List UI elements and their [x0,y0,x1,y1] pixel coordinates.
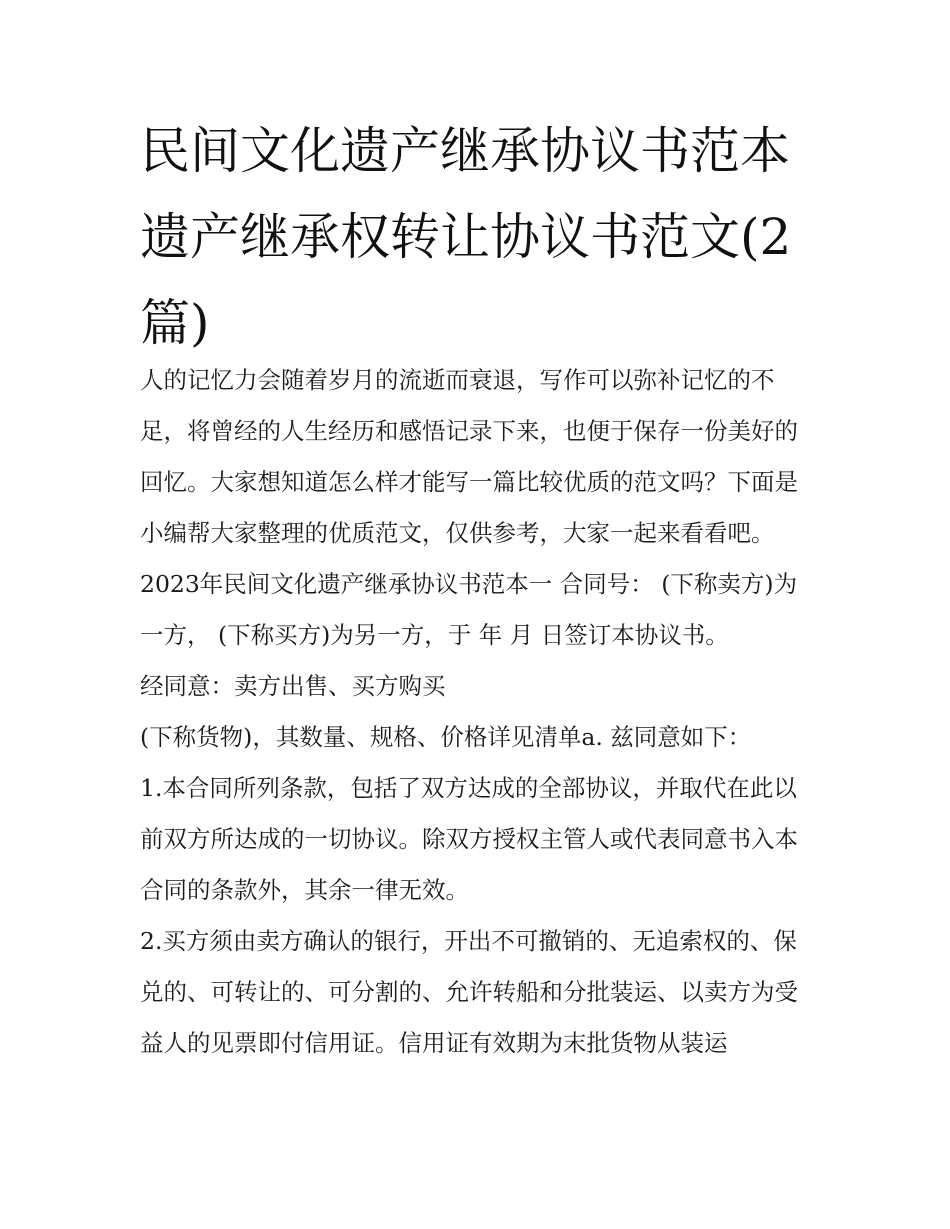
paragraph-clause-2: 2.买方须由卖方确认的银行，开出不可撤销的、无追索权的、保兑的、可转让的、可分割的、允许转船和分批装运、以卖方为受益人的见票即付信用证。信用证有效期为末批货物从装运 [140,927,798,1057]
document-body [140,355,815,1069]
paragraph-intro: 人的记忆力会随着岁月的流逝而衰退，写作可以弥补记忆的不足，将曾经的人生经历和感悟记录下来，也便于保存一份美好的回忆。大家想知道怎么样才能写一篇比较优质的范文吗？下面是小编帮大家整理的优质范文，仅供参考，大家一起来看看吧。 [140,366,798,547]
document-title: 民间文化遗产继承协议书范本遗产继承权转让协议书范文(2篇) [140,122,792,352]
paragraph-clause-1: 1.本合同所列条款，包括了双方达成的全部协议，并取代在此以前双方所达成的一切协议。除双方授权主管人或代表同意书入本合同的条款外，其余一律无效。 [140,774,798,904]
paragraph-goods: (下称货物)，其数量、规格、价格详见清单a. 兹同意如下： [140,723,752,751]
paragraph-agreement: 经同意：卖方出售、买方购买 [140,672,446,700]
paragraph-contract-header: 2023年民间文化遗产继承协议书范本一 合同号： (下称卖方)为一方， (下称买方)为另一方，于 年 月 日签订本协议书。 [140,570,798,649]
